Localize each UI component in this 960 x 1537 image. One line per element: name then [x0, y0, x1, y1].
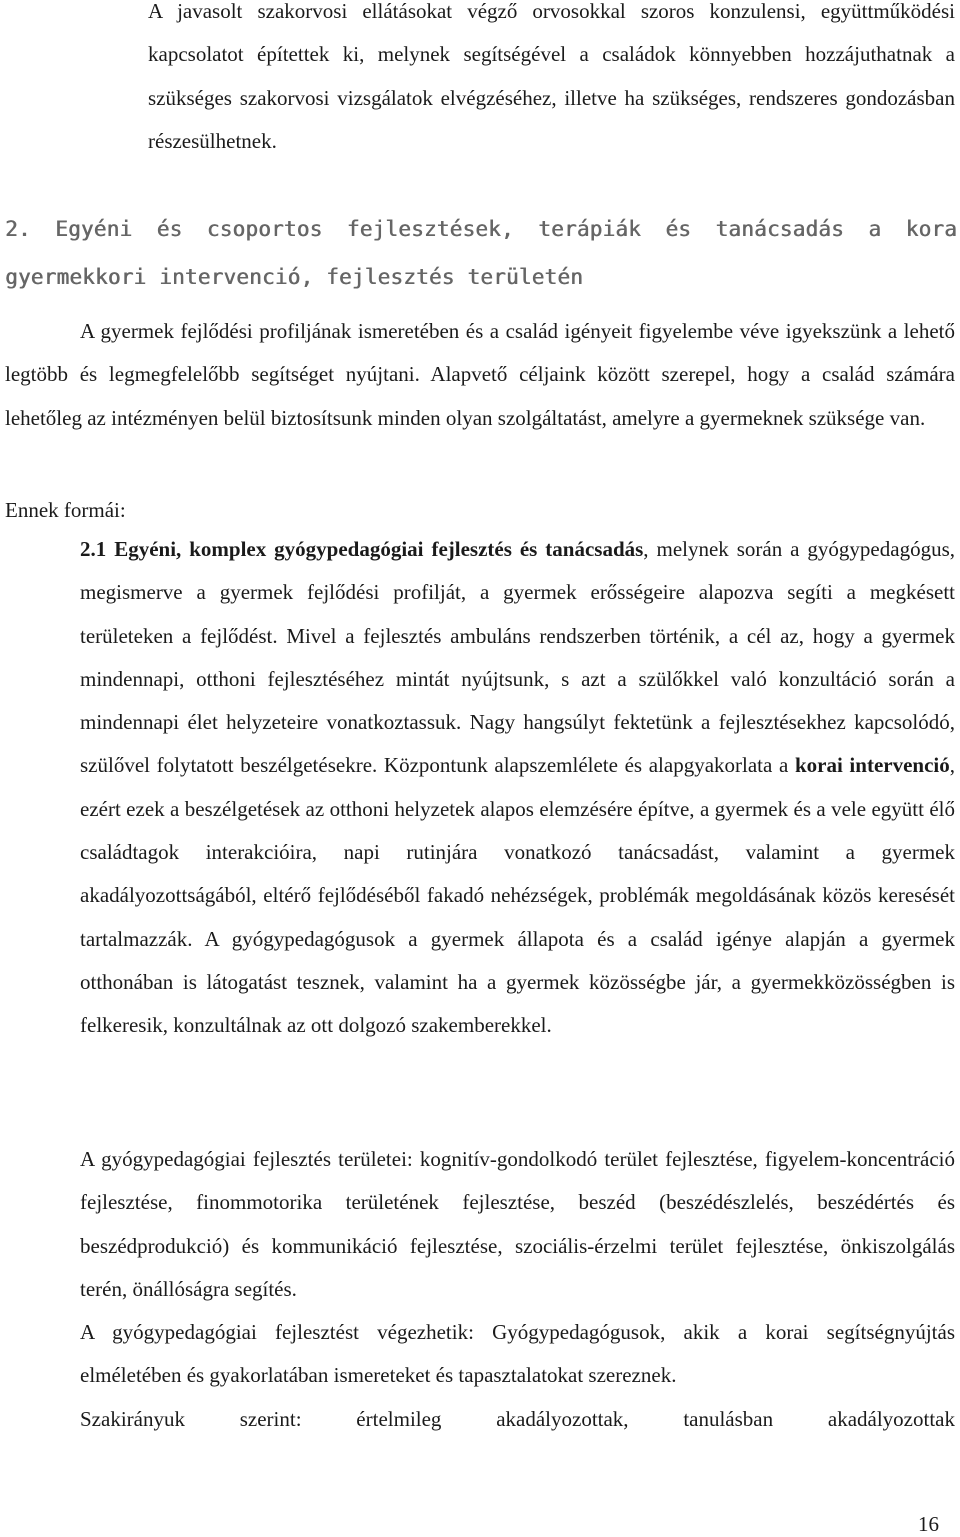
specialization-line: Szakirányuk szerint: értelmileg akadályozottak, tanulásban akadályozottak — [80, 1407, 955, 1431]
forms-label: Ennek formái: — [5, 498, 126, 522]
subsection-text-b: , ezért ezek a beszélgetések az otthoni helyzetek alapos elemzésére építve, a gyermek és a vele együtt élő családtagok interakcióira, napi rutinjára vonatkozó tanácsadást, valamint a gyermek akadályozottságából, eltérő fejlődéséből fakadó nehézségek, problémák megoldásának közös keresését tartalmazzák. A gyógypedagógusok a gyermek állapota és a család igénye alapján a gyermek otthonában is látogatást tesznek, valamint ha a gyermek közösségbe jár, a gyermekközösségben is felkeresik, konzultálnak az ott dolgozó szakemberekkel. — [80, 753, 955, 1038]
section-heading: 2. Egyéni és csoportos fejlesztések, terápiák és tanácsadás a kora gyermekkori intervenció, fejlesztés területén — [5, 217, 957, 289]
practitioners-paragraph: A gyógypedagógiai fejlesztést végezhetik: Gyógypedagógusok, akik a korai segítségnyújtás elméletében és gyakorlatában ismereteket és tapasztalatokat szereznek. — [80, 1320, 955, 1388]
subsection-text-a: , melynek során a gyógypedagógus, megismerve a gyermek fejlődési profilját, a gyermek erősségeire alapozva segíti a megkésett területeken a fejlődést. Mivel a fejlesztés ambuláns rendszerben történik, a cél az, hogy a gyermek mindennapi, otthoni fejlesztéséhez mintát nyújtsunk, s azt a szülőkkel való konzultáció során a mindennapi élet helyzeteire vonatkoztassuk. Nagy hangsúlyt fektetünk a fejlesztésekhez kapcsolódó, szülővel folytatott beszélgetésekre. Központunk alapszemlélete és alapgyakorlata a — [80, 537, 955, 778]
page-number: 16 — [918, 1512, 939, 1536]
subsection-title: 2.1 Egyéni, komplex gyógypedagógiai fejlesztés és tanácsadás — [80, 537, 644, 561]
overview-paragraph: A gyermek fejlődési profiljának ismeretében és a család igényeit figyelembe véve igyekszünk a lehető legtöbb és legmegfelelőbb segítséget nyújtani. Alapvető céljaink között szerepel, hogy a család számára lehetőleg az intézményen belül biztosítsunk minden olyan szolgáltatást, amelyre a gyermeknek szüksége van. — [5, 319, 955, 430]
intro-paragraph: A javasolt szakorvosi ellátásokat végző orvosokkal szoros konzulensi, együttműködési kapcsolatot építettek ki, melynek segítségével a családok könnyebben hozzájuthatnak a szükséges szakorvosi vizsgálatok elvégzéséhez, illetve ha szükséges, rendszeres gondozásban részesülhetnek. — [148, 0, 955, 153]
emphasis-term: korai intervenció — [794, 753, 950, 778]
subsection-paragraph — [80, 528, 955, 1048]
development-areas-paragraph: A gyógypedagógiai fejlesztés területei: kognitív-gondolkodó terület fejlesztése, figyelem-koncentráció fejlesztése, finommotorika területének fejlesztése, beszéd (beszédészlelés, beszédértés és beszédprodukció) és kommunikáció fejlesztése, szociális-érzelmi terület fejlesztése, önkiszolgálás terén, önállóságra segítés. — [80, 1147, 955, 1301]
